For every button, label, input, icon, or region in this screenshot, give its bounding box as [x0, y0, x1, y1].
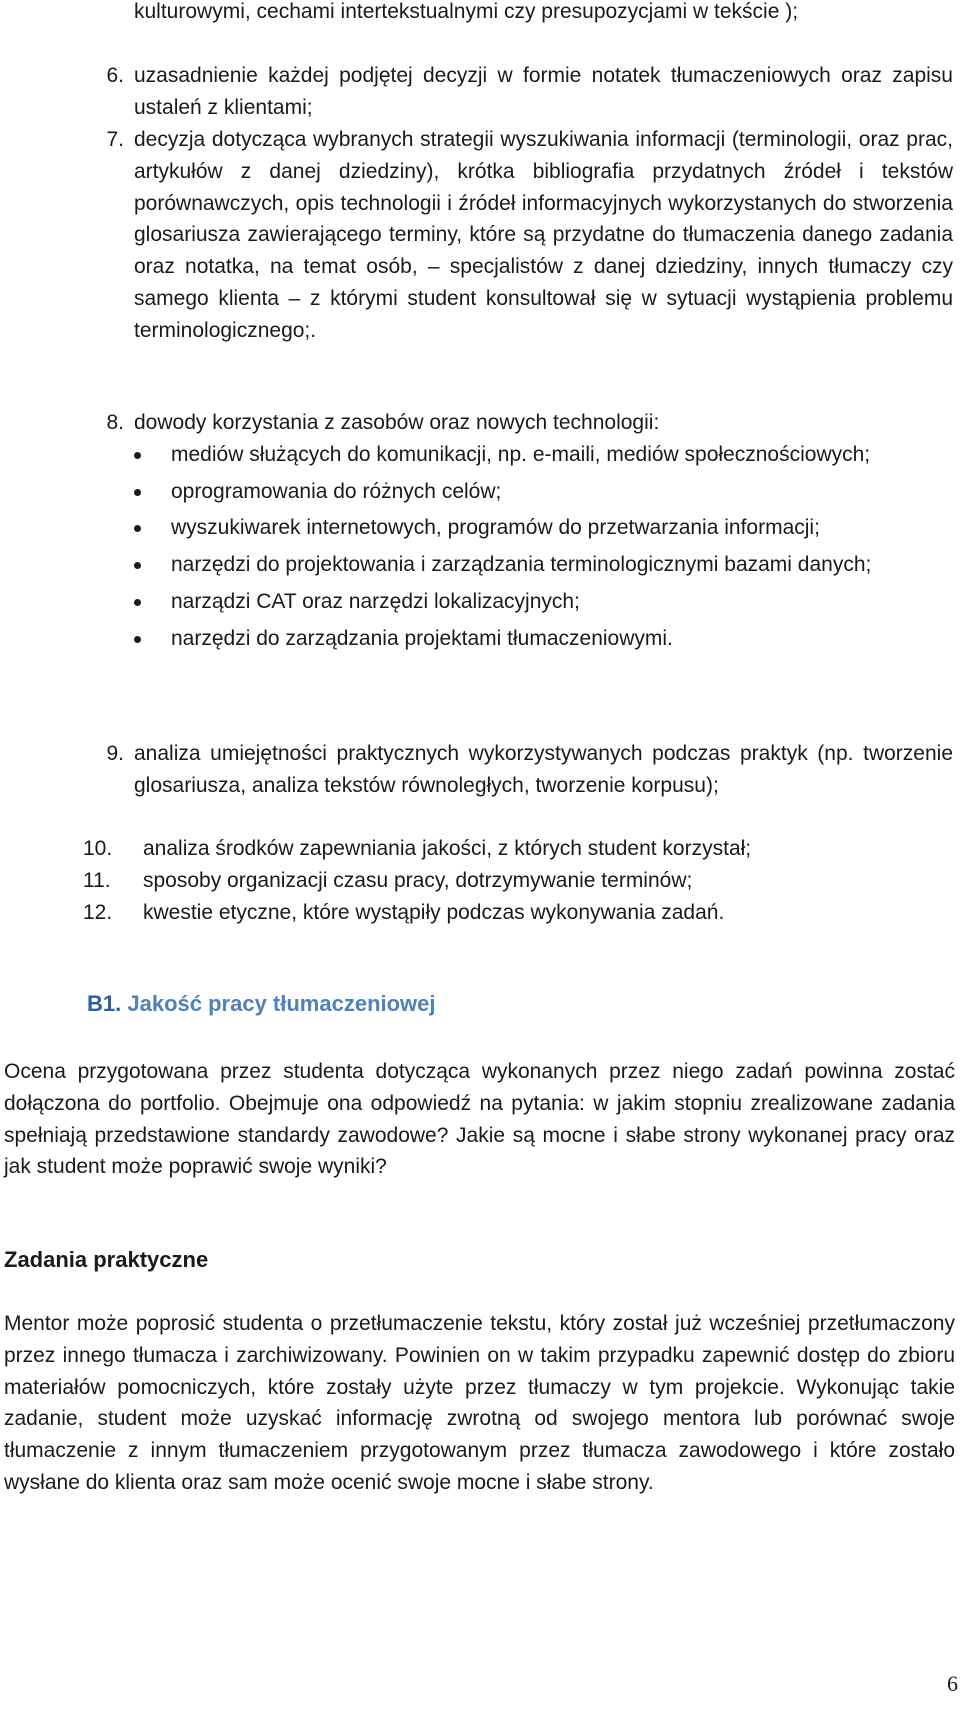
- bullet-item: wyszukiwarek internetowych, programów do przetwarzania informacji;: [88, 512, 953, 544]
- page-number: 6: [947, 1671, 958, 1696]
- list-number: 11.: [83, 869, 111, 892]
- list-number: 7.: [106, 128, 124, 151]
- list-number: 10.: [83, 837, 113, 860]
- bullet-item: narzędzi do zarządzania projektami tłumaczeniowymi.: [88, 623, 953, 655]
- list-item-6: [106, 60, 953, 124]
- list-continuation: kulturowymi, cechami intertekstualnymi czy presupozycjami w tekście );: [134, 0, 799, 23]
- bullet-list: [134, 439, 953, 655]
- list-number: 6.: [106, 64, 124, 87]
- list-item-7: [106, 124, 953, 347]
- list-item-text: kwestie etyczne, które wystąpiły podczas wykonywania zadań.: [143, 901, 725, 924]
- list-item-8: [106, 407, 953, 660]
- list-item-text: analiza środków zapewniania jakości, z których student korzystał;: [143, 837, 752, 860]
- list-item-11: [83, 865, 953, 897]
- section-paragraph: Ocena przygotowana przez studenta dotycząca wykonanych przez niego zadań powinna zostać dołączona do portfolio. Obejmuje ona odpowiedź na pytania: w jakim stopniu zrealizowane zadania spełniają przedstawione standardy zawodowe? Jakie są mocne i słabe strony wykonanej pracy oraz jak student może poprawić swoje wyniki?: [4, 1060, 955, 1179]
- section-title: Jakość pracy tłumaczeniowej: [127, 991, 436, 1016]
- subsection-paragraph: Mentor może poprosić studenta o przetłumaczenie tekstu, który został już wcześniej przetłumaczony przez innego tłumacza i zarchiwizowany. Powinien on w takim przypadku zapewnić dostęp do zbioru materiałów pomocniczych, które zostały użyte przez tłumaczy w tym projekcie. Wykonując takie zadanie, student może uzyskać informację zwrotną od swojego mentora lub porównać swoje tłumaczenie z innym tłumaczeniem przygotowanym przez tłumacza zawodowego i które zostało wysłane do klienta oraz sam może ocenić swoje mocne i słabe strony.: [4, 1312, 955, 1494]
- bullet-icon: [134, 636, 141, 643]
- list-item-12: [83, 897, 953, 929]
- list-item-text: uzasadnienie każdej podjętej decyzji w formie notatek tłumaczeniowych oraz zapisu ustaleń z klientami;: [134, 64, 953, 119]
- bullet-item: mediów służących do komunikacji, np. e-maili, mediów społecznościowych;: [88, 439, 953, 471]
- list-number: 9.: [106, 742, 124, 765]
- bullet-icon: [134, 599, 141, 606]
- list-item-9: [106, 738, 953, 802]
- list-item-10: [83, 833, 953, 865]
- bullet-icon: [134, 562, 141, 569]
- bullet-icon: [134, 489, 141, 496]
- bullet-item: narządzi CAT oraz narzędzi lokalizacyjnych;: [88, 586, 953, 618]
- list-item-text: dowody korzystania z zasobów oraz nowych technologii:: [134, 411, 660, 434]
- list-item-text: decyzja dotycząca wybranych strategii wyszukiwania informacji (terminologii, oraz prac, artykułów z danej dziedziny), krótka bibliografia przydatnych źródeł i tekstów porównawczych, opis technologii i źródeł informacyjnych wykorzystanych do stworzenia glosariusza zawierającego terminy, które są przydatne do tłumaczenia danego zadania oraz notatka, na temat osób, – specjalistów z danej dziedziny, innych tłumaczy czy samego klienta – z którymi student konsultował się w sytuacji wystąpienia problemu terminologicznego;.: [134, 128, 953, 342]
- subsection-heading: Zadania praktyczne: [4, 1247, 209, 1272]
- bullet-icon: [134, 525, 141, 532]
- bullet-item: narzędzi do projektowania i zarządzania terminologicznymi bazami danych;: [88, 549, 953, 581]
- bullet-icon: [134, 452, 141, 459]
- bullet-item: oprogramowania do różnych celów;: [88, 476, 953, 508]
- list-number: 12.: [83, 901, 113, 924]
- list-number: 8.: [106, 411, 124, 434]
- section-heading: [87, 988, 436, 1020]
- list-item-text: sposoby organizacji czasu pracy, dotrzymywanie terminów;: [143, 869, 693, 892]
- section-number: B1.: [87, 991, 122, 1016]
- list-item-text: analiza umiejętności praktycznych wykorzystywanych podczas praktyk (np. tworzenie glosariusza, analiza tekstów równoległych, tworzenie korpusu);: [134, 742, 953, 797]
